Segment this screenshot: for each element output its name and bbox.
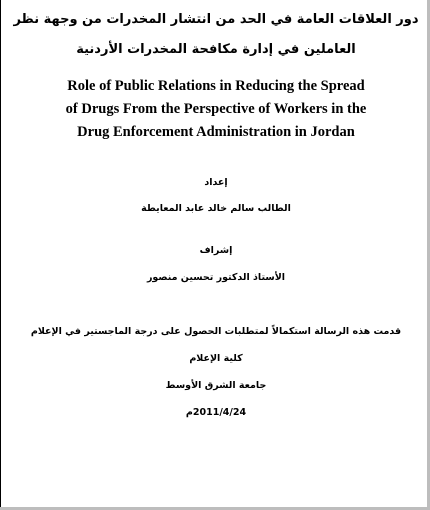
english-title-line-2: of Drugs From the Perspective of Workers in the	[65, 101, 367, 117]
submission-statement: قدمت هذه الرسالة استكمالاً لمتطلبات الحصول على درجة الماجستير في الإعلام	[30, 326, 402, 337]
submission-date: 2011/4/24م	[185, 407, 247, 418]
arabic-title-line-2: العاملين في إدارة مكافحة المخدرات الأردنية	[76, 42, 356, 57]
arabic-title-line-1: دور العلاقات العامة في الحد من انتشار المخدرات من وجهة نظر	[13, 12, 419, 27]
english-title-line-3: Drug Enforcement Administration in Jordan	[77, 124, 355, 140]
supervisor-name: الأستاذ الدكتور تحسين منصور	[146, 272, 286, 283]
page-left-border	[0, 0, 1, 510]
supervision-label: إشراف	[199, 245, 233, 256]
prepared-by-label: إعداد	[204, 177, 228, 188]
university-name: جامعة الشرق الأوسط	[165, 380, 267, 391]
student-name: الطالب سالم خالد عابد المعايطة	[141, 203, 291, 214]
faculty-name: كلية الإعلام	[189, 353, 243, 364]
english-title-line-1: Role of Public Relations in Reducing the Spread	[67, 78, 365, 94]
